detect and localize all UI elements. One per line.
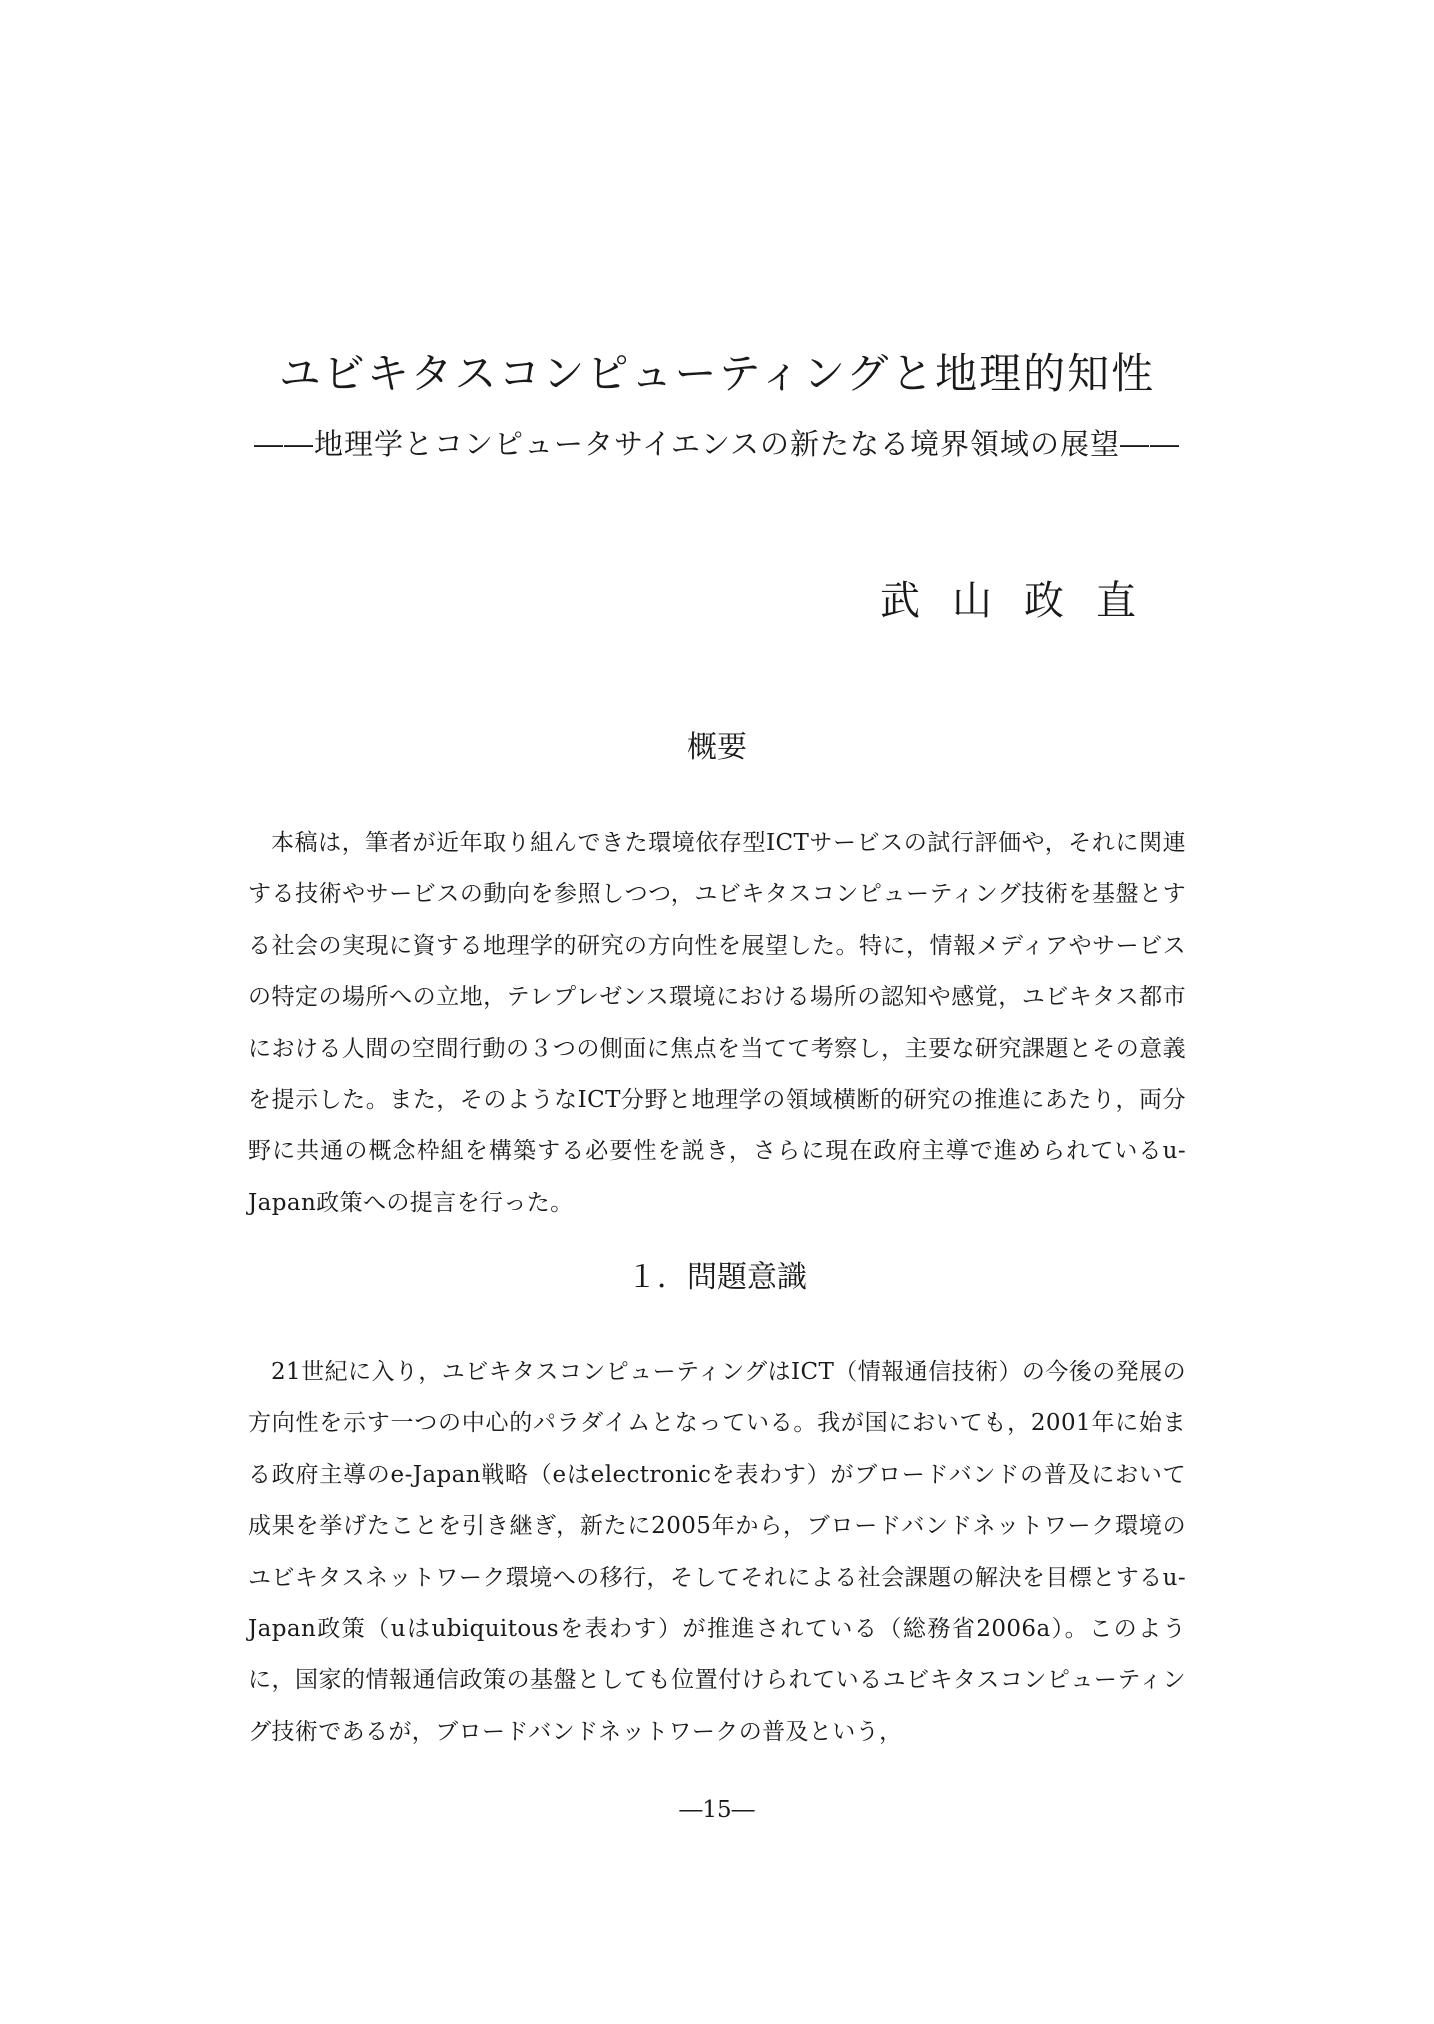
paper-title: ユビキタスコンピューティングと地理的知性 <box>278 349 1156 398</box>
section-1-heading: １．問題意識 <box>627 1260 807 1295</box>
author-name: 武山政直 <box>880 578 1168 624</box>
page-number: ―15― <box>679 1797 755 1823</box>
paper-subtitle: ――地理学とコンピュータサイエンスの新たなる境界領域の展望―― <box>254 427 1180 461</box>
section-1-paragraph: 21世紀に入り，ユビキタスコンピューティングはICT（情報通信技術）の今後の発展の方向性を示す一つの中心的パラダイムとなっている。我が国においても，2001年に始まる政府主導のe-Japan戦略（eはelectronicを表わす）がブロードバンドの普及において成果を挙げたことを引き継ぎ，新たに2005年から，ブロードバンドネットワーク環境のユビキタスネットワーク環境への移行，そしてそれによる社会課題の解決を目標とするu-Japan政策（uはubiquitousを表わす）が推進されている（総務省2006a）。このように，国家的情報通信政策の基盤としても位置付けられているユビキタスコンピューティング技術であるが，ブロードバンドネットワークの普及という， <box>248 1359 1186 1745</box>
abstract-paragraph: 本稿は，筆者が近年取り組んできた環境依存型ICTサービスの試行評価や，それに関連する技術やサービスの動向を参照しつつ，ユビキタスコンピューティング技術を基盤とする社会の実現に資する地理学的研究の方向性を展望した。特に，情報メディアやサービスの特定の場所への立地，テレプレゼンス環境における場所の認知や感覚，ユビキタス都市における人間の空間行動の３つの側面に焦点を当てて考察し，主要な研究課題とその意義を提示した。また，そのようなICT分野と地理学の領域横断的研究の推進にあたり，両分野に共通の概念枠組を構築する必要性を説き，さらに現在政府主導で進められているu-Japan政策への提言を行った。 <box>248 830 1186 1216</box>
abstract-heading: 概要 <box>687 730 747 765</box>
